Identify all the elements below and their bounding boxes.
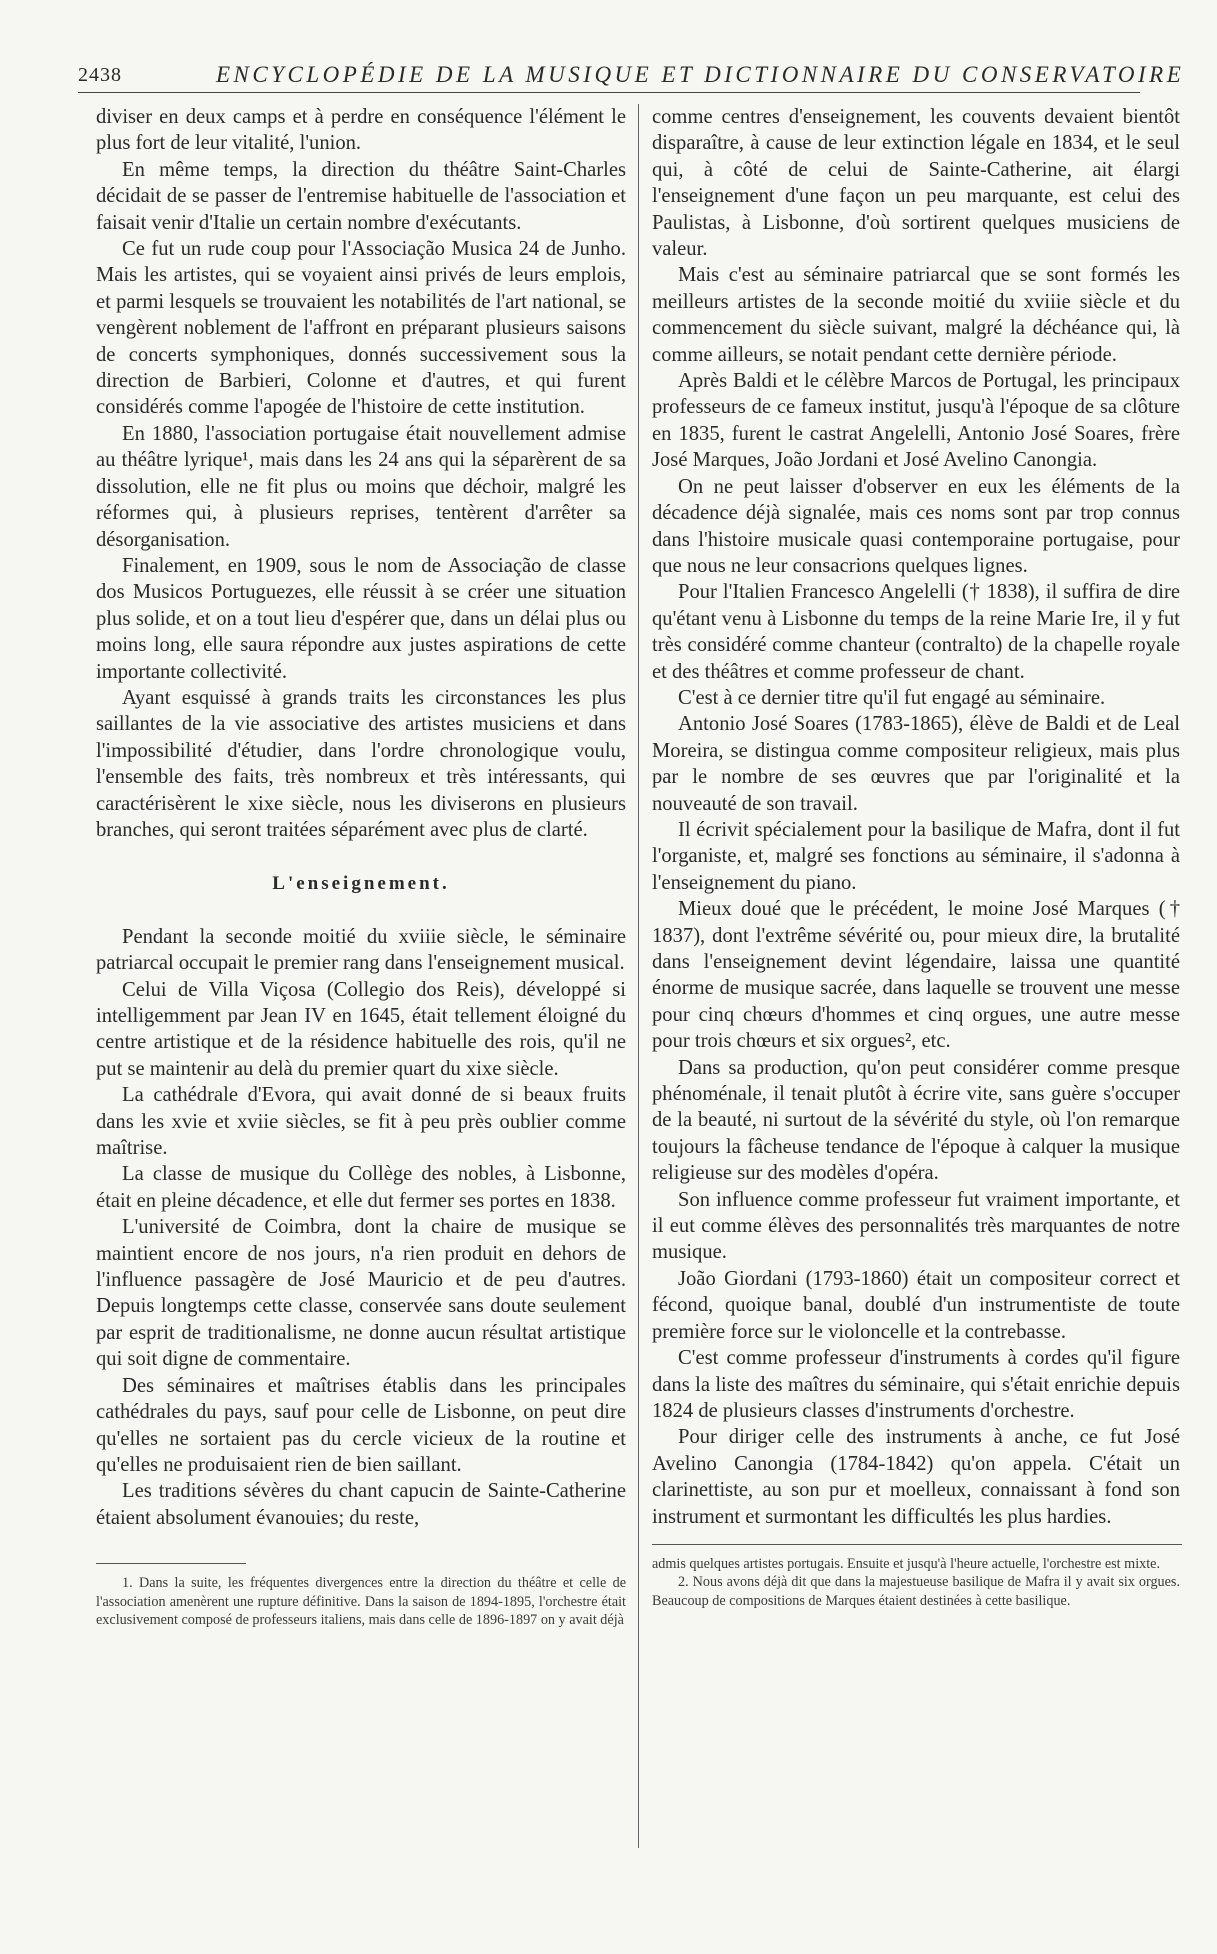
column-divider — [638, 104, 639, 1848]
paragraph: Pour diriger celle des instruments à anche, ce fut José Avelino Canongia (1784-1842) qu'on appela. C'était un clarinettiste, au son pur et moelleux, connaissant à fond son instrument et surmontant les difficultés les plus hardies. — [652, 1426, 1180, 1528]
footnote-rule — [96, 1563, 246, 1564]
footnote-rule — [652, 1544, 1182, 1545]
footnote: 2. Nous avons déjà dit que dans la majestueuse basilique de Mafra il y avait six orgues. Beaucoup de compositions de Marques étaient destinées à cette basilique. — [652, 1574, 1180, 1609]
paragraph: Antonio José Soares (1783-1865), élève de Baldi et de Leal Moreira, se distingua comme compositeur religieux, mais plus par le nombre de ses œuvres que par l'originalité et la nouveauté de son travail. — [652, 713, 1180, 815]
running-title: ENCYCLOPÉDIE DE LA MUSIQUE ET DICTIONNAIRE DU CONSERVATOIRE — [216, 62, 1185, 87]
paragraph: En même temps, la direction du théâtre Saint-Charles décidait de se passer de l'entremise habituelle de l'association et faisait venir d'Italie un certain nombre d'exécutants. — [96, 158, 626, 234]
paragraph: Les traditions sévères du chant capucin de Sainte-Catherine étaient absolument évanouies; du reste, — [96, 1480, 626, 1529]
page-header — [78, 62, 1185, 93]
paragraph: C'est comme professeur d'instruments à cordes qu'il figure dans la liste des maîtres du séminaire, qui s'était enrichie depuis 1824 de plusieurs classes d'instruments d'orchestre. — [652, 1347, 1180, 1422]
left-column — [96, 104, 626, 1630]
footnote-continuation: admis quelques artistes portugais. Ensuite et jusqu'à l'heure actuelle, l'orchestre est mixte. — [652, 1555, 1161, 1572]
paragraph: comme centres d'enseignement, les couvents devaient bientôt disparaître, à cause de leur extinction légale en 1834, et le seul qui, à côté de celui de Sainte-Catherine, ait élargi l'enseignement d'une façon un peu marquante, est celui des Paulistas, à Lisbonne, d'où sortirent quelques musiciens de valeur. — [652, 106, 1180, 261]
paragraph: Ayant esquissé à grands traits les circonstances les plus saillantes de la vie associative des artistes musiciens et dans l'impossibilité d'étudier, dans l'ordre chronologique voulu, l'ensemble des faits, très nombreux et très intéressants, qui caractérisèrent le xixe siècle, nous les diviserons en plusieurs branches, qui seront traitées séparément avec plus de clarté. — [96, 686, 626, 841]
page-number: 2438 — [78, 64, 122, 86]
paragraph: Celui de Villa Viçosa (Collegio dos Reis), développé si intelligemment par Jean IV en 1645, était tellement éloigné du centre artistique et de la résidence habituelle des rois, qu'il ne put se maintenir au delà du premier quart du xixe siècle. — [96, 978, 626, 1080]
paragraph: Pendant la seconde moitié du xviiie siècle, le séminaire patriarcal occupait le premier rang dans l'enseignement musical. — [96, 925, 626, 975]
paragraph: La classe de musique du Collège des nobles, à Lisbonne, était en pleine décadence, et elle dut fermer ses portes en 1838. — [96, 1163, 626, 1212]
paragraph: On ne peut laisser d'observer en eux les éléments de la décadence déjà signalée, mais ces noms sont par trop connus dans l'histoire musicale quasi contemporaine portugaise, pour que nous ne leur consacrions quelques lignes. — [652, 475, 1180, 577]
paragraph: Pour l'Italien Francesco Angelelli († 1838), il suffira de dire qu'étant venu à Lisbonne du temps de la reine Marie Ire, il y fut très considéré comme chanteur (contralto) de la chapelle royale et des théâtres et comme professeur de chant. — [652, 581, 1180, 683]
paragraph: C'est à ce dernier titre qu'il fut engagé au séminaire. — [678, 686, 1106, 709]
section-title: L'enseignement. — [272, 873, 450, 895]
paragraph: Mieux doué que le précédent, le moine José Marques († 1837), dont l'extrême sévérité ou, pour mieux dire, la brutalité dans l'enseignement devint légendaire, laissa une quantité énorme de musique sacrée, dans laquelle se trouvent une messe pour cinq chœurs d'hommes et cinq orgues, une autre messe pour trois chœurs et six orgues², etc. — [652, 898, 1180, 1053]
paragraph: Mais c'est au séminaire patriarcal que se sont formés les meilleurs artistes de la seconde moitié du xviiie siècle et du commencement du siècle suivant, malgré la déchéance qui, là comme ailleurs, se notait pendant cette dernière période. — [652, 264, 1180, 366]
right-column — [652, 104, 1180, 1610]
paragraph: Son influence comme professeur fut vraiment importante, et il eut comme élèves des personnalités très marquantes de notre musique. — [652, 1188, 1180, 1264]
footnote: 1. Dans la suite, les fréquentes divergences entre la direction du théâtre et celle de l'association amenèrent une rupture définitive. Dans la saison de 1894-1895, l'orchestre était exclusivement composé de professeurs italiens, mais dans celle de 1896-1897 on y avait déjà — [96, 1575, 626, 1629]
paragraph: João Giordani (1793-1860) était un compositeur correct et fécond, quoique banal, doublé d'un instrumentiste de toute première force sur le violoncelle et la contrebasse. — [652, 1267, 1180, 1343]
paragraph: La cathédrale d'Evora, qui avait donné de si beaux fruits dans les xvie et xviie siècles, se fit à peu près oublier comme maîtrise. — [96, 1084, 626, 1160]
paragraph: Dans sa production, qu'on peut considérer comme presque phénoménale, il tenait plutôt à écrire vite, sans guère s'occuper de la beauté, ni surtout de la sévérité du style, où l'on remarque toujours la fâcheuse tendance de l'époque à calquer la musique religieuse sur des modèles d'opéra. — [652, 1056, 1180, 1185]
paragraph: Il écrivit spécialement pour la basilique de Mafra, dont il fut l'organiste, et, malgré ses fonctions au séminaire, il s'adonna à l'enseignement du piano. — [652, 818, 1180, 894]
paragraph: En 1880, l'association portugaise était nouvellement admise au théâtre lyrique¹, mais dans les 24 ans qui la séparèrent de sa dissolution, elle ne fit plus ou moins que déchoir, malgré les réformes qui, à plusieurs reprises, tentèrent d'arrêter sa désorganisation. — [96, 422, 626, 551]
paragraph: Ce fut un rude coup pour l'Associação Musica 24 de Junho. Mais les artistes, qui se voyaient ainsi privés de leurs emplois, et parmi lesquels se trouvaient les notabilités de l'art national, se vengèrent noblement de l'affront en préparant plusieurs saisons de concerts symphoniques, donnés successivement sous la direction de Barbieri, Colonne et d'autres, et qui furent considérés comme l'apogée de l'histoire de cette institution. — [96, 238, 626, 419]
paragraph: diviser en deux camps et à perdre en conséquence l'élément le plus fort de leur vitalité, l'union. — [96, 106, 626, 155]
paragraph: L'université de Coimbra, dont la chaire de musique se maintient encore de nos jours, n'a rien produit en dehors de l'influence passagère de José Mauricio et de peu d'autres. Depuis longtemps cette classe, conservée sans doute seulement par esprit de traditionalisme, ne donne aucun résultat artistique qui soit digne de commentaire. — [96, 1216, 626, 1371]
paragraph: Finalement, en 1909, sous le nom de Associação de classe dos Musicos Portuguezes, elle réussit à se créer une situation plus solide, et on a tout lieu d'espérer que, dans un délai plus ou moins long, elle saura répondre aux justes aspirations de cette importante collectivité. — [96, 554, 626, 683]
paragraph: Après Baldi et le célèbre Marcos de Portugal, les principaux professeurs de ce fameux institut, jusqu'à l'époque de sa clôture en 1835, furent le castrat Angelelli, Antonio José Soares, frère José Marques, João Jordani et José Avelino Canongia. — [652, 370, 1180, 472]
paragraph: Des séminaires et maîtrises établis dans les principales cathédrales du pays, sauf pour celle de Lisbonne, on peut dire qu'elles ne sortaient pas du cercle vicieux de la routine et qu'elles ne produisaient rien de bien saillant. — [96, 1374, 626, 1476]
